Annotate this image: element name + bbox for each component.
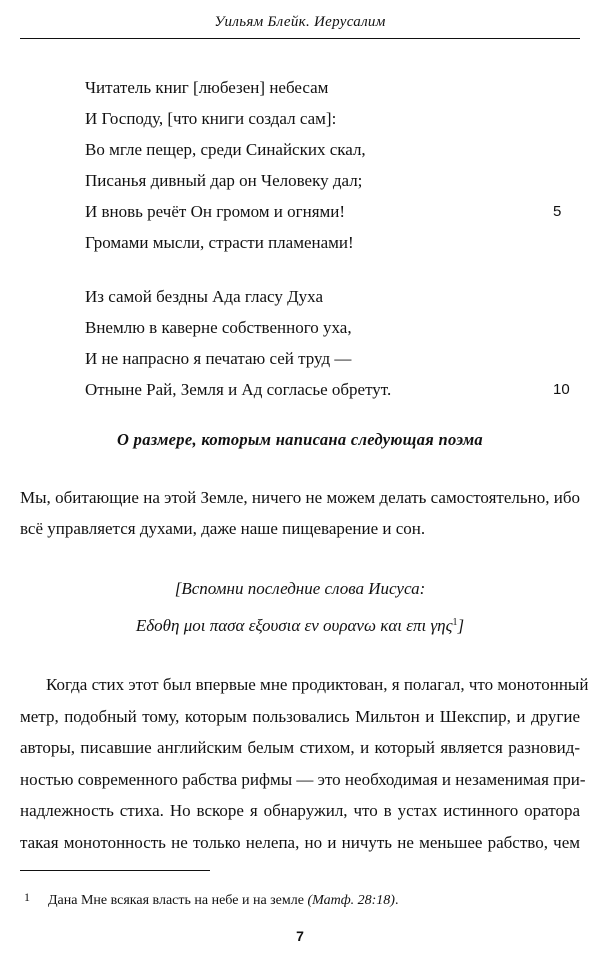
verse-line-3 [85, 134, 585, 165]
quote-line-1: [Вспомни последние слова Иисуса: [174, 579, 426, 598]
verse-line-2 [85, 103, 585, 134]
verse-line-10 [85, 374, 585, 405]
quote-closing-bracket: ] [457, 616, 465, 635]
stanza-2 [85, 281, 585, 405]
verse-line-9 [85, 343, 585, 374]
verse-text: Читатель книг [любезен] небесам [85, 78, 329, 97]
quote-block [20, 572, 580, 643]
paragraph-line: ностью современного рабства рифмы — это необходимая и незаменимая при- [20, 769, 586, 789]
header-rule [20, 38, 580, 39]
stanza-1 [85, 72, 585, 258]
verse-line-6 [85, 227, 585, 258]
footnote-text: Дана Мне всякая власть на небе и на земле [48, 893, 304, 908]
verse-line-8 [85, 312, 585, 343]
footnote [24, 887, 584, 911]
verse-text: Отныне Рай, Земля и Ад согласье обретут. [85, 380, 392, 399]
footnote-end: . [394, 893, 399, 908]
footnote-ref[interactable]: 1 [452, 617, 458, 628]
verse-text: Громами мысли, страсти пламенами! [85, 233, 354, 252]
verse-text: И Господу, [что книги создал сам]: [85, 109, 337, 128]
verse-text: Писанья дивный дар он Человеку дал; [85, 171, 363, 190]
verse-text: Внемлю в каверне собственного уха, [85, 318, 352, 337]
greek-text: Εδοθη μοι πασα εξουσια εν ουρανω και επι γης [135, 616, 453, 635]
section-title: О размере, которым написана следующая поэма [117, 430, 483, 449]
line-number: 5 [553, 203, 562, 220]
verse-line-1 [85, 72, 585, 103]
footnote-rule [20, 870, 210, 871]
line-number: 10 [553, 381, 570, 398]
verse-text: Из самой бездны Ада гласу Духа [85, 287, 323, 306]
paragraph-line: надлежность стиха. Но вскоре я обнаружил, что в устах истинного оратора [20, 801, 580, 820]
paragraph-line: такая монотонность не только нелепа, но и ничуть не меньшее рабство, чем [20, 832, 580, 852]
footnote-mark: 1 [24, 890, 30, 904]
footnote-reference: (Матф. 28:18) [307, 893, 395, 908]
paragraph-2 [20, 669, 589, 858]
verse-text: И вновь речёт Он громом и огнями! [85, 202, 346, 221]
quote-line-2 [20, 606, 580, 643]
verse-line-7 [85, 281, 585, 312]
page-number: 7 [296, 928, 304, 944]
verse-line-4 [85, 165, 585, 196]
paragraph-line: авторы, писавшие английским белым стихом, и который является разновид- [20, 738, 580, 757]
running-header: Уильям Блейк. Иерусалим [214, 14, 386, 30]
paragraph-line: Когда стих этот был впервые мне продиктован, я полагал, что монотонный [46, 675, 589, 694]
verse-line-5 [85, 196, 585, 227]
verse-text: Во мгле пещер, среди Синайских скал, [85, 140, 366, 159]
paragraph-1: Мы, обитающие на этой Земле, ничего не можем делать самостоятельно, ибо всё управляется духами, даже наше пищеварение и сон. [20, 488, 580, 538]
paragraph-line: метр, подобный тому, которым пользовались Мильтон и Шекспир, и другие [20, 706, 580, 726]
verse-text: И не напрасно я печатаю сей труд — [85, 349, 352, 368]
